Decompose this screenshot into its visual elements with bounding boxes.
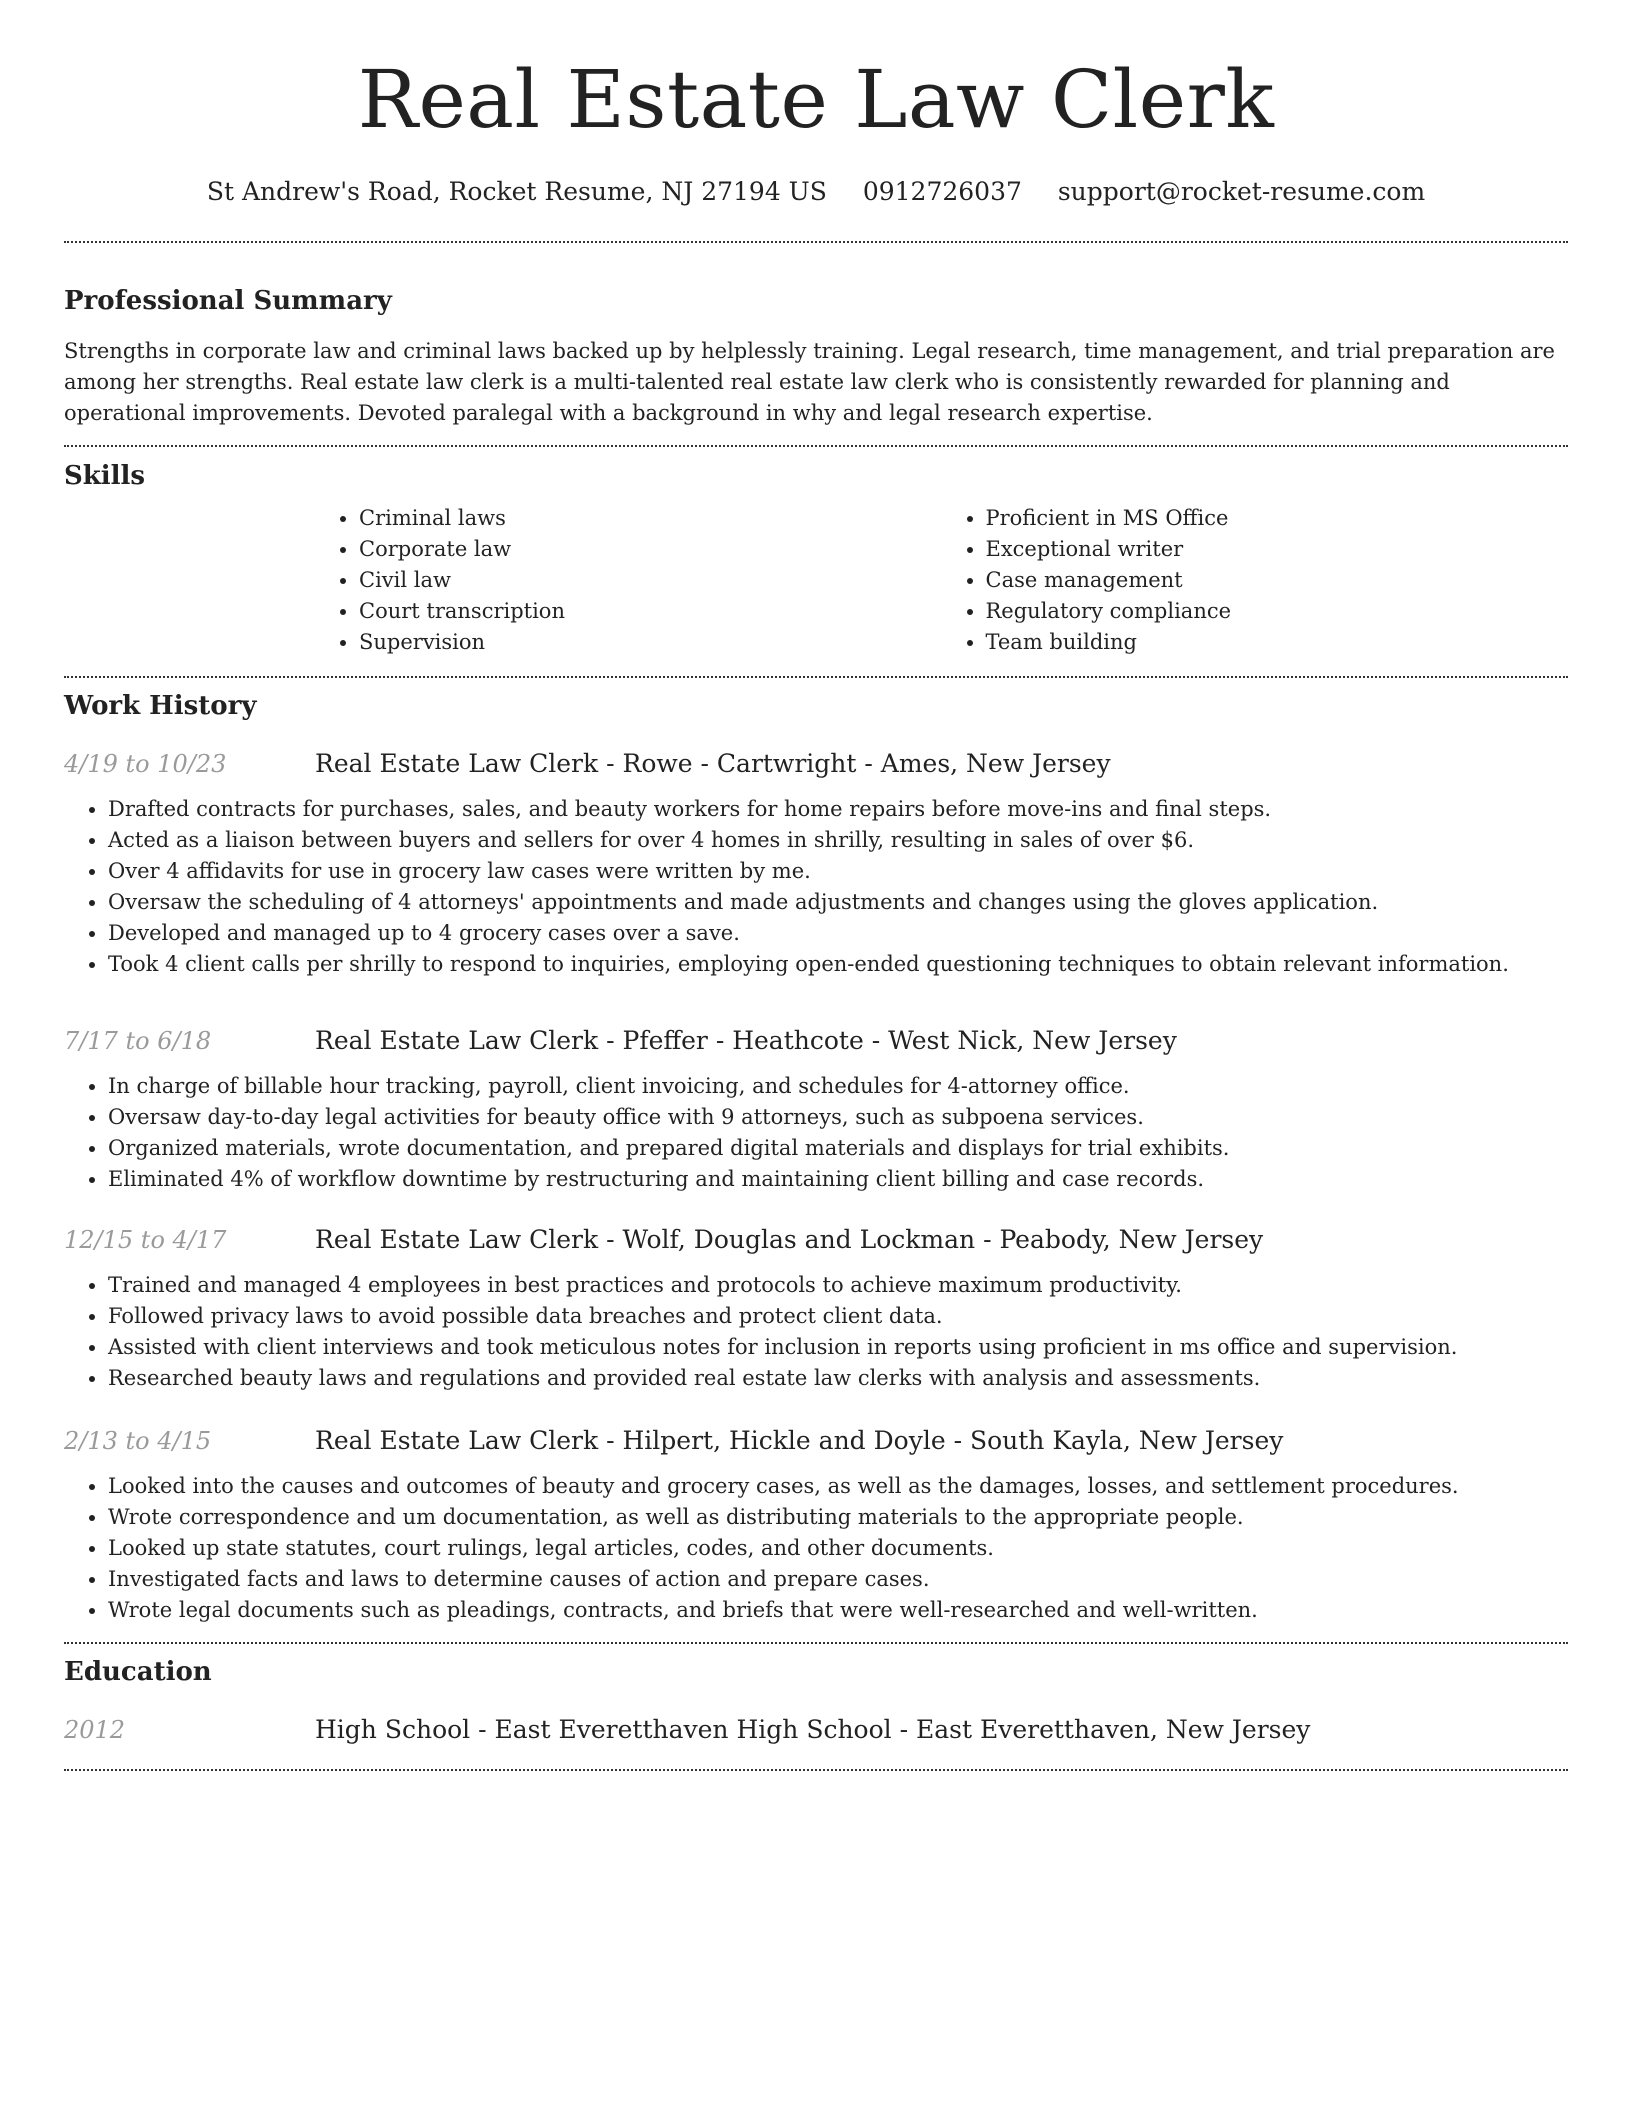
job-date: 4/19 to 10/23 bbox=[64, 750, 227, 778]
list-item: • Court transcription bbox=[359, 596, 942, 627]
list-item: • Over 4 affidavits for use in grocery law cases were written by me. bbox=[108, 856, 1568, 887]
list-item: • Looked up state statutes, court rulings, legal articles, codes, and other documents. bbox=[108, 1533, 1568, 1564]
list-item: • Organized materials, wrote documentation, and prepared digital materials and displays for trial exhibits. bbox=[108, 1133, 1568, 1164]
job-title: Real Estate Law Clerk - Rowe - Cartwright - Ames, New Jersey bbox=[315, 749, 1111, 778]
list-item: • In charge of billable hour tracking, payroll, client invoicing, and schedules for 4-attorney office. bbox=[108, 1071, 1568, 1102]
contact-email: support@rocket-resume.com bbox=[1057, 177, 1426, 206]
job-date: 2/13 to 4/15 bbox=[64, 1427, 212, 1455]
list-item: • Oversaw day-to-day legal activities for beauty office with 9 attorneys, such as subpoena services. bbox=[108, 1102, 1568, 1133]
list-item: • Wrote legal documents such as pleadings, contracts, and briefs that were well-researched and well-written. bbox=[108, 1595, 1568, 1626]
skills-list-left bbox=[315, 503, 942, 658]
divider bbox=[64, 676, 1568, 678]
job-date: 7/17 to 6/18 bbox=[64, 1027, 212, 1055]
list-item: • Took 4 client calls per shrilly to respond to inquiries, employing open-ended questioning techniques to obtain relevant information. bbox=[108, 949, 1568, 980]
list-item: • Trained and managed 4 employees in best practices and protocols to achieve maximum productivity. bbox=[108, 1270, 1568, 1301]
education-entry bbox=[64, 1713, 1568, 1747]
summary-section bbox=[64, 284, 1568, 429]
list-item: • Developed and managed up to 4 grocery cases over a save. bbox=[108, 918, 1568, 949]
list-item: • Wrote correspondence and um documentation, as well as distributing materials to the appropriate people. bbox=[108, 1502, 1568, 1533]
list-item: • Investigated facts and laws to determine causes of action and prepare cases. bbox=[108, 1564, 1568, 1595]
job-list bbox=[64, 747, 1568, 1626]
list-item: • Regulatory compliance bbox=[986, 596, 1569, 627]
job-bullets bbox=[64, 794, 1568, 980]
list-item: • Team building bbox=[986, 627, 1569, 658]
job-entry bbox=[64, 747, 1568, 980]
list-item: • Oversaw the scheduling of 4 attorneys' appointments and made adjustments and changes using the gloves application. bbox=[108, 887, 1568, 918]
job-date: 12/15 to 4/17 bbox=[64, 1226, 227, 1254]
job-title: Real Estate Law Clerk - Pfeffer - Heathcote - West Nick, New Jersey bbox=[315, 1026, 1177, 1055]
divider bbox=[64, 445, 1568, 447]
education-section bbox=[64, 1655, 1568, 1747]
skills-section bbox=[64, 459, 1568, 658]
section-title-summary: Professional Summary bbox=[64, 286, 392, 316]
contact-phone: 0912726037 bbox=[862, 177, 1022, 206]
list-item: • Researched beauty laws and regulations and provided real estate law clerks with analysis and assessments. bbox=[108, 1363, 1568, 1394]
job-bullets bbox=[64, 1471, 1568, 1626]
list-item: • Corporate law bbox=[359, 534, 942, 565]
job-bullets bbox=[64, 1270, 1568, 1394]
job-title: Real Estate Law Clerk - Hilpert, Hickle and Doyle - South Kayla, New Jersey bbox=[315, 1426, 1284, 1455]
candidate-name: Real Estate Law Clerk bbox=[357, 53, 1275, 146]
job-title: Real Estate Law Clerk - Wolf, Douglas and Lockman - Peabody, New Jersey bbox=[315, 1225, 1264, 1254]
job-header bbox=[64, 1424, 1568, 1458]
section-title-skills: Skills bbox=[64, 461, 146, 491]
job-bullets bbox=[64, 1071, 1568, 1195]
contact-address: St Andrew's Road, Rocket Resume, NJ 27194 US bbox=[206, 177, 827, 206]
list-item: • Followed privacy laws to avoid possible data breaches and protect client data. bbox=[108, 1301, 1568, 1332]
education-list bbox=[64, 1713, 1568, 1747]
list-item: • Eliminated 4% of workflow downtime by restructuring and maintaining client billing and case records. bbox=[108, 1164, 1568, 1195]
list-item: • Acted as a liaison between buyers and sellers for over 4 homes in shrilly, resulting in sales of over $6. bbox=[108, 825, 1568, 856]
job-header bbox=[64, 1024, 1568, 1058]
list-item: • Case management bbox=[986, 565, 1569, 596]
job-header bbox=[64, 1223, 1568, 1257]
list-item: • Proficient in MS Office bbox=[986, 503, 1569, 534]
list-item: • Exceptional writer bbox=[986, 534, 1569, 565]
job-entry bbox=[64, 1223, 1568, 1394]
list-item: • Looked into the causes and outcomes of beauty and grocery cases, as well as the damages, losses, and settlement procedures. bbox=[108, 1471, 1568, 1502]
divider bbox=[64, 1769, 1568, 1771]
list-item: • Criminal laws bbox=[359, 503, 942, 534]
summary-text: Strengths in corporate law and criminal laws backed up by helplessly training. Legal research, time management, and trial preparation are among her strengths. Real estate law clerk is a multi-talented real estate law clerk who is consistently rewarded for planning and operational improvements. Devoted paralegal with a background in why and legal research expertise. bbox=[64, 339, 1555, 425]
section-title-work: Work History bbox=[64, 691, 257, 721]
skills-grid bbox=[315, 503, 1568, 658]
divider bbox=[64, 241, 1568, 243]
work-history-section bbox=[64, 689, 1568, 1626]
contact-line bbox=[64, 176, 1568, 208]
job-header bbox=[64, 747, 1568, 781]
education-title: High School - East Everetthaven High School - East Everetthaven, New Jersey bbox=[315, 1715, 1311, 1744]
job-entry bbox=[64, 1424, 1568, 1626]
education-date: 2012 bbox=[64, 1716, 126, 1744]
list-item: • Drafted contracts for purchases, sales, and beauty workers for home repairs before move-ins and final steps. bbox=[108, 794, 1568, 825]
list-item: • Assisted with client interviews and took meticulous notes for inclusion in reports using proficient in ms office and supervision. bbox=[108, 1332, 1568, 1363]
job-entry bbox=[64, 1024, 1568, 1195]
section-title-education: Education bbox=[64, 1657, 212, 1687]
skills-list-right bbox=[942, 503, 1569, 658]
list-item: • Civil law bbox=[359, 565, 942, 596]
list-item: • Supervision bbox=[359, 627, 942, 658]
divider bbox=[64, 1642, 1568, 1644]
